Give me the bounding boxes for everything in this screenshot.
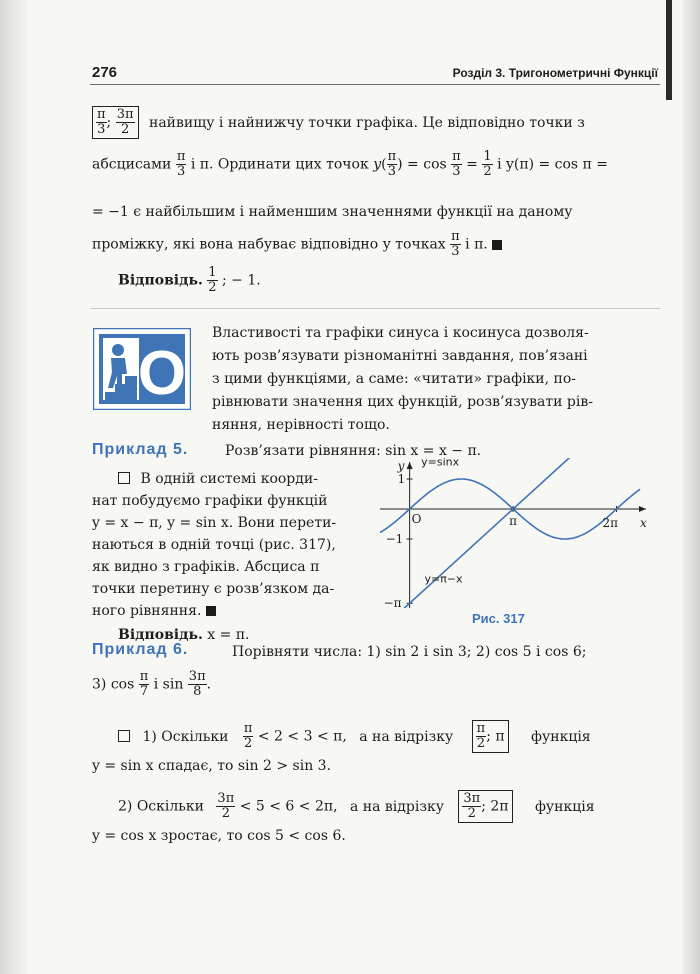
example-6-line-2: 3) cos $\frac{\pi}{7}$ і sin $\frac{3\pi}{8}$ . [92,669,212,699]
example-5-task: Розв’язати рівняння: sin x = x − π. [225,443,482,459]
info-line: Властивості та графіки синуса і косинуса дозволя- [212,325,589,341]
solution-start-marker [118,472,130,484]
intro-line-4: проміжку, які вона набуває відповідно у точках $\frac{\pi}{3}$ і π. [92,230,502,259]
info-line: з цими функціями, а саме: «читати» графіки, по- [212,371,577,387]
section-title: Розділ 3. Тригонометричні Функції [452,66,658,80]
x-axis-label: x [640,516,647,530]
proof-end-marker [492,240,502,250]
page-spine-shadow [666,0,672,100]
tick-label-2pi: 2π [602,516,619,530]
info-line: няння, нерівності тощо. [212,417,390,433]
example-5-line: y = x − π, y = sin x. Вони перети- [92,515,337,531]
person-icon-head [112,344,124,356]
example-6-task: Порівняти числа: 1) sin 2 і sin 3; 2) cos 5 і cos 6; [232,644,587,660]
proof-end-marker [206,606,216,616]
interval-bracket: $\frac{\pi}{3}$ ; $\frac{3\pi}{2}$ [92,106,139,139]
example-6-part-1-line-2: y = sin x спадає, то sin 2 > sin 3. [92,758,332,774]
figure-caption: Рис. 317 [472,611,525,626]
example-5-label: Приклад 5. [92,441,189,458]
example-5-line: В одній системі коорди- [118,470,318,488]
example-5-line: точки перетину є розв’язком да- [92,581,335,597]
page-left-edge [0,0,26,974]
example-6-label: Приклад 6. [92,641,189,658]
origin-label: O [411,512,422,526]
header-rule [90,84,660,85]
y-axis-arrow [407,462,413,469]
solution-start-marker [118,730,130,742]
x-axis-arrow [639,506,646,512]
answer-2-line: Відповідь. x = π. [118,627,250,643]
page-number: 276 [92,64,118,81]
intro-line-2: абсцисами $\frac{\pi}{3}$ і π. Ординати цих точок y( $\frac{\pi}{3}$ ) = cos $\frac{\pi}{3}$ = $\frac{1}{2}$ і y(π) = cos π = [92,149,608,179]
info-block-icon [93,328,191,410]
tick-label-minus-pi: −π [383,596,402,608]
example-5-line: нат побудуємо графіки функцій [92,493,328,509]
tick-label-pi: π [509,514,517,528]
intro-line-1: $\frac{\pi}{3}$ ; $\frac{3\pi}{2}$ найвищу і найнижчу точки графіка. Це відповідно точки з [92,106,585,139]
example-6-part-2: 2) Оскільки $\frac{3\pi}{2}$ < 5 < 6 < 2π, а на відрізку $\frac{3\pi}{2}$ ; 2π функція [118,791,595,821]
function-graph [380,458,650,608]
sine-curve-label: y=sinx [421,458,460,469]
intro-line-3: = −1 є найбільшим і найменшим значеннями функції на даному [92,204,573,220]
y-axis-label: y [397,459,405,473]
page-right-edge [682,0,700,974]
linear-function-label: y=π−x [424,572,463,586]
tick-label-minus-1: −1 [385,532,404,546]
info-letter-icon: О [137,339,187,408]
example-5-line: ного рівняння. [92,602,216,620]
linear-function-line [403,458,633,608]
answer-1: Відповідь. $\frac{1}{2}$ ; − 1. [118,265,261,295]
example-6-part-1: 1) Оскільки $\frac{\pi}{2}$ < 2 < 3 < π, а на відрізку $\frac{\pi}{2}$ ; π функція [118,720,591,753]
tick-label-1: 1 [397,472,406,486]
info-line: ють розв’язувати різноманітні завдання, пов’язані [212,348,588,364]
example-5-line: як видно з графіків. Абсциса π [92,559,320,575]
info-line: рівнювати значення цих функцій, розв’язувати рів- [212,394,593,410]
separator-rule [90,308,660,309]
example-6-part-2-line-2: y = cos x зростає, то cos 5 < cos 6. [92,828,346,844]
example-5-line: наються в одній точці (рис. 317), [92,537,336,553]
